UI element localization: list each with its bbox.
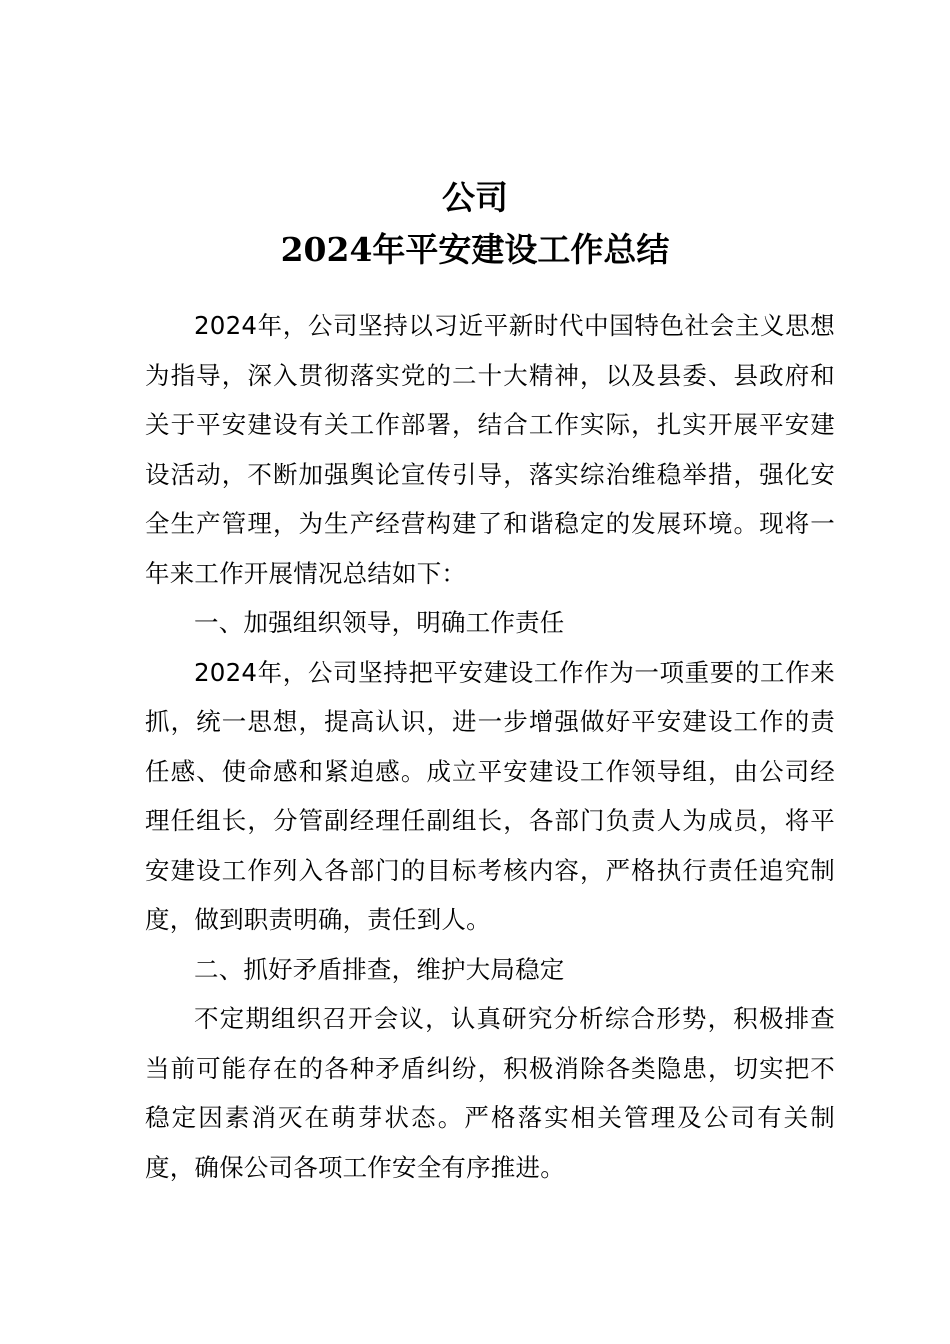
title-line-report: 2024年平安建设工作总结 [280,230,670,269]
section1-heading: 一、加强组织领导，明确工作责任 [194,608,565,637]
document-body [145,301,835,1192]
intro-paragraph: 2024年，公司坚持以习近平新时代中国特色社会主义思想为指导，深入贯彻落实党的二十大精神，以及县委、县政府和关于平安建设有关工作部署，结合工作实际，扎实开展平安建设活动，不断加强舆论宣传引导，落实综治维稳举措，强化安全生产管理，为生产经营构建了和谐稳定的发展环境。现将一年来工作开展情况总结如下： [145,311,835,588]
title-line-company: 公司 [442,178,508,217]
section2-paragraph: 不定期组织召开会议，认真研究分析综合形势，积极排查当前可能存在的各种矛盾纠纷，积极消除各类隐患，切实把不稳定因素消灭在萌芽状态。严格落实相关管理及公司有关制度，确保公司各项工作安全有序推进。 [145,1004,835,1182]
section2-heading: 二、抓好矛盾排查，维护大局稳定 [194,954,565,984]
section1-paragraph: 2024年，公司坚持把平安建设工作作为一项重要的工作来抓，统一思想，提高认识，进一步增强做好平安建设工作的责任感、使命感和紧迫感。成立平安建设工作领导组，由公司经理任组长，分管副经理任副组长，各部门负责人为成员，将平安建设工作列入各部门的目标考核内容，严格执行责任追究制度，做到职责明确，责任到人。 [145,657,835,934]
document-title [0,172,950,276]
